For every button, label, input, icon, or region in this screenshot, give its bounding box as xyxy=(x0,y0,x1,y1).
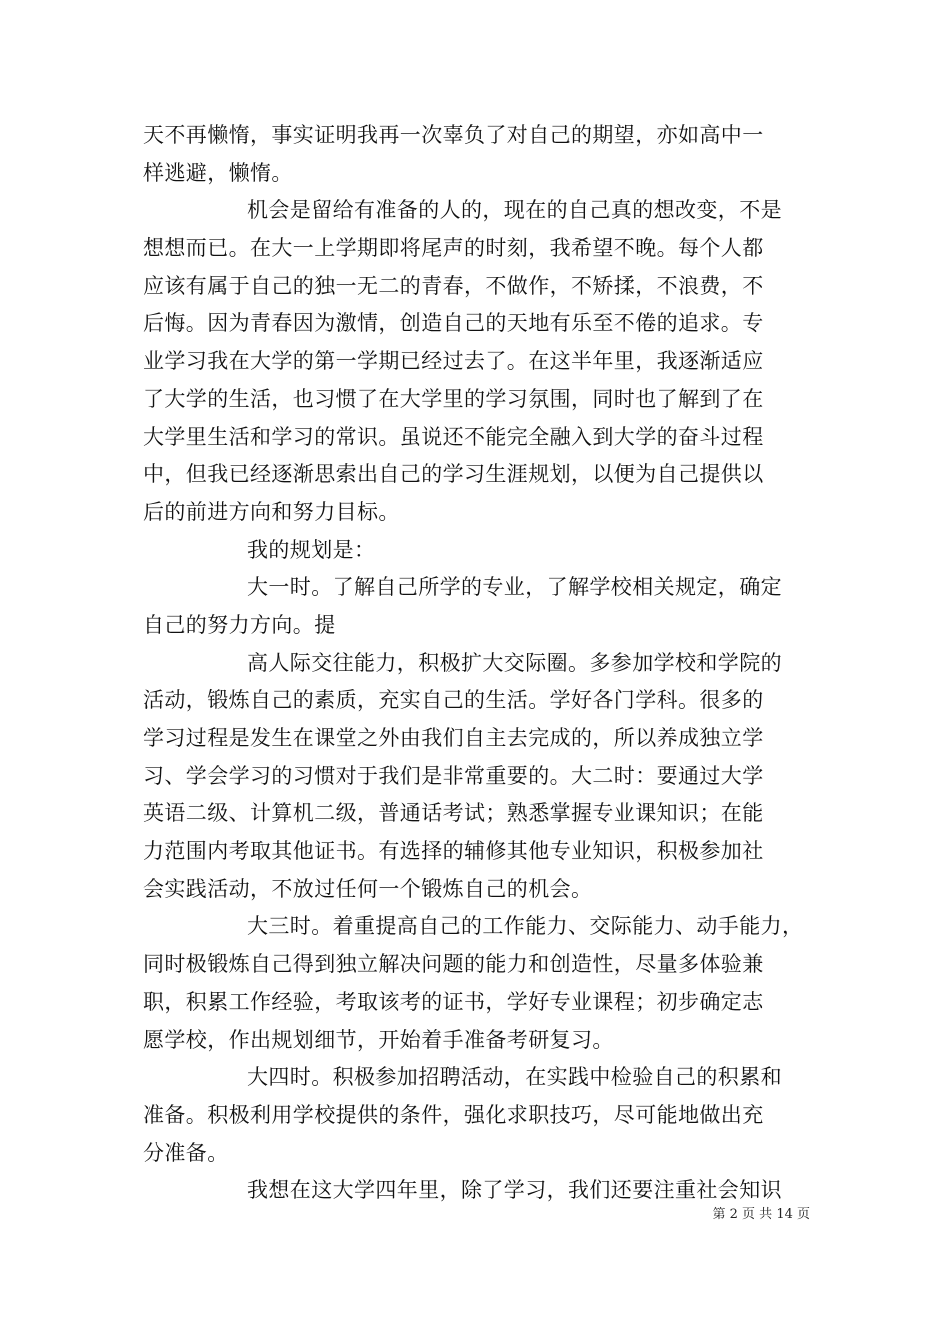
text-line: 后悔。因为青春因为激情，创造自己的天地有乐至不倦的追求。专 xyxy=(143,311,764,336)
text-line: 我的规划是： xyxy=(247,537,376,562)
text-line: 习、学会学习的习惯对于我们是非常重要的。大二时：要通过大学 xyxy=(143,763,764,788)
text-line: 我想在这大学四年里，除了学习，我们还要注重社会知识 xyxy=(247,1178,782,1203)
text-line: 大四时。积极参加招聘活动，在实践中检验自己的积累和 xyxy=(247,1065,782,1090)
text-line: 活动，锻炼自己的素质，充实自己的生活。学好各门学科。很多的 xyxy=(143,688,764,713)
text-line: 大一时。了解自己所学的专业，了解学校相关规定，确定 xyxy=(247,575,782,600)
text-line: 高人际交往能力，积极扩大交际圈。多参加学校和学院的 xyxy=(247,650,782,675)
page-footer: 第 2 页 共 14 页 xyxy=(712,1207,810,1222)
text-line: 应该有属于自己的独一无二的青春，不做作，不矫揉，不浪费，不 xyxy=(143,273,764,298)
text-line: 会实践活动，不放过任何一个锻炼自己的机会。 xyxy=(143,876,593,901)
body-text xyxy=(143,117,809,1210)
text-line: 想想而已。在大一上学期即将尾声的时刻，我希望不晚。每个人都 xyxy=(143,236,764,261)
text-line: 英语二级、计算机二级，普通话考试；熟悉掌握专业课知识；在能 xyxy=(143,801,764,826)
text-line: 愿学校，作出规划细节，开始着手准备考研复习。 xyxy=(143,1027,614,1052)
text-line: 大三时。着重提高自己的工作能力、交际能力、动手能力， xyxy=(247,914,804,939)
text-line: 准备。积极利用学校提供的条件，强化求职技巧，尽可能地做出充 xyxy=(143,1102,764,1127)
text-line: 机会是留给有准备的人的，现在的自己真的想改变，不是 xyxy=(247,198,782,223)
text-line: 大学里生活和学习的常识。虽说还不能完全融入到大学的奋斗过程 xyxy=(143,424,764,449)
text-line: 了大学的生活，也习惯了在大学里的学习氛围，同时也了解到了在 xyxy=(143,386,764,411)
text-line: 业学习我在大学的第一学期已经过去了。在这半年里，我逐渐适应 xyxy=(143,349,764,374)
text-line: 力范围内考取其他证书。有选择的辅修其他专业知识，积极参加社 xyxy=(143,839,764,864)
text-line: 同时极锻炼自己得到独立解决问题的能力和创造性，尽量多体验兼 xyxy=(143,952,764,977)
text-line: 自己的努力方向。提 xyxy=(143,612,336,637)
text-line: 中，但我已经逐渐思索出自己的学习生涯规划，以便为自己提供以 xyxy=(143,462,764,487)
text-line: 分准备。 xyxy=(143,1140,229,1165)
text-line: 职，积累工作经验，考取该考的证书，学好专业课程；初步确定志 xyxy=(143,989,764,1014)
text-line: 后的前进方向和努力目标。 xyxy=(143,499,400,524)
text-line: 天不再懒惰，事实证明我再一次辜负了对自己的期望，亦如高中一 xyxy=(143,123,764,147)
text-line: 样逃避，懒惰。 xyxy=(143,160,293,185)
text-line: 学习过程是发生在课堂之外由我们自主去完成的，所以养成独立学 xyxy=(143,726,764,750)
